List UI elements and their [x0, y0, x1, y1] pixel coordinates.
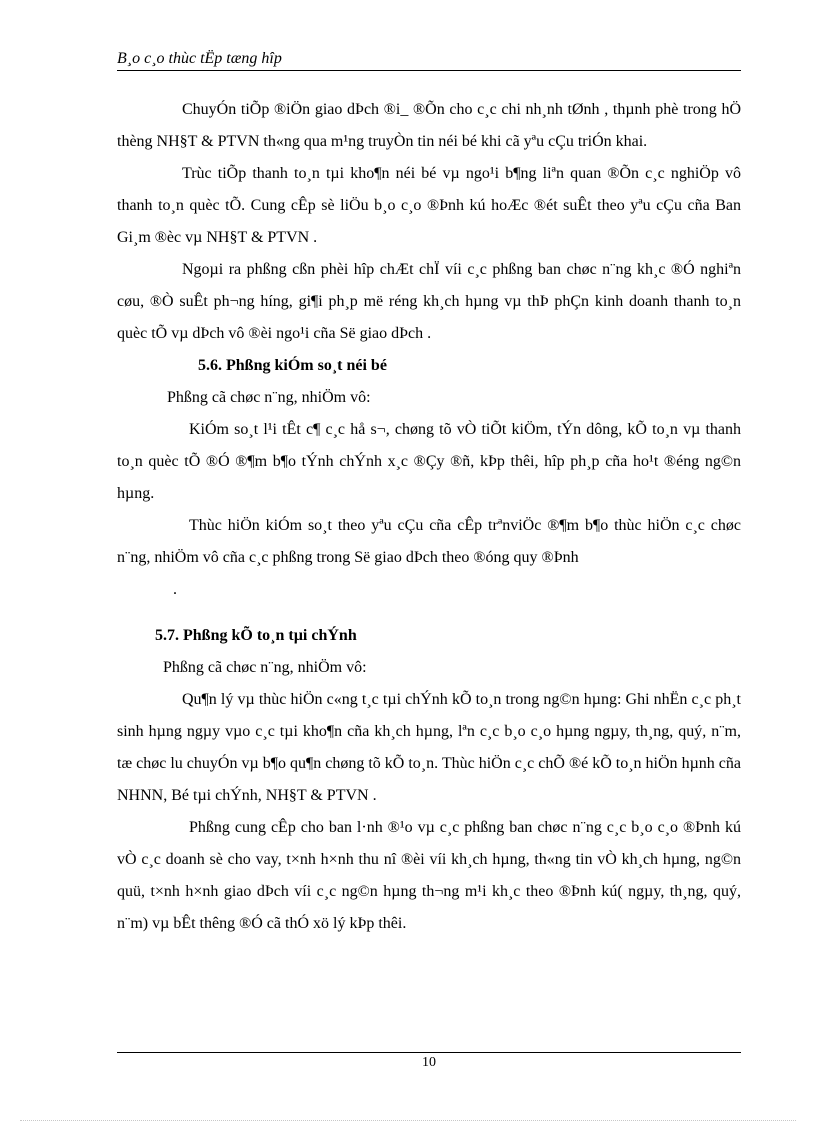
paragraph: KiÓm so¸t l¹i tÊt c¶ c¸c hå s¬, chøng tõ vÒ tiÕt kiÖm, tÝn dông, kÕ to¸n vµ thanh to¸n quèc tÕ ®Ó ®¶m b¶o tÝnh chÝnh x¸c ®Çy ®ñ, kÞp thêi, hîp ph¸p cña ho¹t ®éng ng©n hµng. — [117, 421, 741, 502]
footer-divider — [117, 1052, 741, 1053]
section-heading-5-6: 5.6. Phßng kiÓm so¸t néi bé — [198, 357, 387, 374]
paragraph: Qu¶n lý vµ thùc hiÖn c«ng t¸c tµi chÝnh kÕ to¸n trong ng©n hµng: Ghi nhËn c¸c ph¸t sinh hµng ngµy vµo c¸c tµi kho¶n cña kh¸ch hµng, lªn c¸c b¸o c¸o hµng ngµy, th¸ng, quý, n¨m, tæ chøc lu chuyÓn vµ b¶o qu¶n chøng tõ kÕ to¸n. Thùc hiÖn c¸c chÕ ®é kÕ to¸n hiÖn hµnh cña NHNN, Bé tµi chÝnh, NH§T & PTVN . — [117, 691, 741, 804]
page-edge-dotted-line — [20, 1120, 796, 1121]
running-header: B¸o c¸o thùc tËp tæng hîp — [117, 50, 282, 67]
section-heading-5-7: 5.7. Phßng kÕ to¸n tµi chÝnh — [155, 627, 357, 644]
page-number: 10 — [422, 1055, 436, 1070]
paragraph: Trùc tiÕp thanh to¸n tµi kho¶n néi bé vµ ngo¹i b¶ng liªn quan ®Õn c¸c nghiÖp vô thanh to¸n quèc tÕ. Cung cÊp sè liÖu b¸o c¸o ®Þnh kú hoÆc ®ét suÊt theo yªu cÇu cña Ban Gi¸m ®èc vµ NH§T & PTVN . — [117, 165, 741, 246]
paragraph: ChuyÓn tiÕp ®iÖn giao dÞch ®i_ ®Õn cho c¸c chi nh¸nh tØnh , thµnh phè trong hÖ thèng NH§T & PTVN th«ng qua m¹ng truyÒn tin néi bé khi cã yªu cÇu triÓn khai. — [117, 101, 741, 150]
paragraph: Ngoµi ra phßng cßn phèi hîp chÆt chÏ víi c¸c phßng ban chøc n¨ng kh¸c ®Ó nghiªn cøu, ®Ò suÊt ph¬ng híng, gi¶i ph¸p më réng kh¸ch hµng vµ thÞ phÇn kinh doanh thanh to¸n quèc tÕ vµ dÞch vô ®èi ngo¹i cña Së giao dÞch . — [117, 261, 741, 342]
section-subheading: Phßng cã chøc n¨ng, nhiÖm vô: — [167, 389, 371, 406]
stray-period: . — [173, 581, 177, 598]
section-subheading: Phßng cã chøc n¨ng, nhiÖm vô: — [163, 659, 367, 676]
paragraph: Phßng cung cÊp cho ban l·nh ®¹o vµ c¸c phßng ban chøc n¨ng c¸c b¸o c¸o ®Þnh kú vÒ c¸c doanh sè cho vay, t×nh h×nh thu nî ®èi víi kh¸ch hµng, th«ng tin vÒ kh¸ch hµng, ng©n quü, t×nh h×nh giao dÞch víi c¸c ng©n hµng th¬ng m¹i kh¸c theo ®Þnh kú( ngµy, th¸ng, quý, n¨m) vµ bÊt thêng ®Ó cã thÓ xö lý kÞp thêi. — [117, 819, 741, 932]
paragraph: Thùc hiÖn kiÓm so¸t theo yªu cÇu cña cÊp trªnviÖc ®¶m b¶o thùc hiÖn c¸c chøc n¨ng, nhiÖm vô cña c¸c phßng trong Së giao dÞch theo ®óng quy ®Þnh — [117, 517, 741, 566]
document-body — [117, 94, 741, 940]
header-divider — [117, 70, 741, 71]
